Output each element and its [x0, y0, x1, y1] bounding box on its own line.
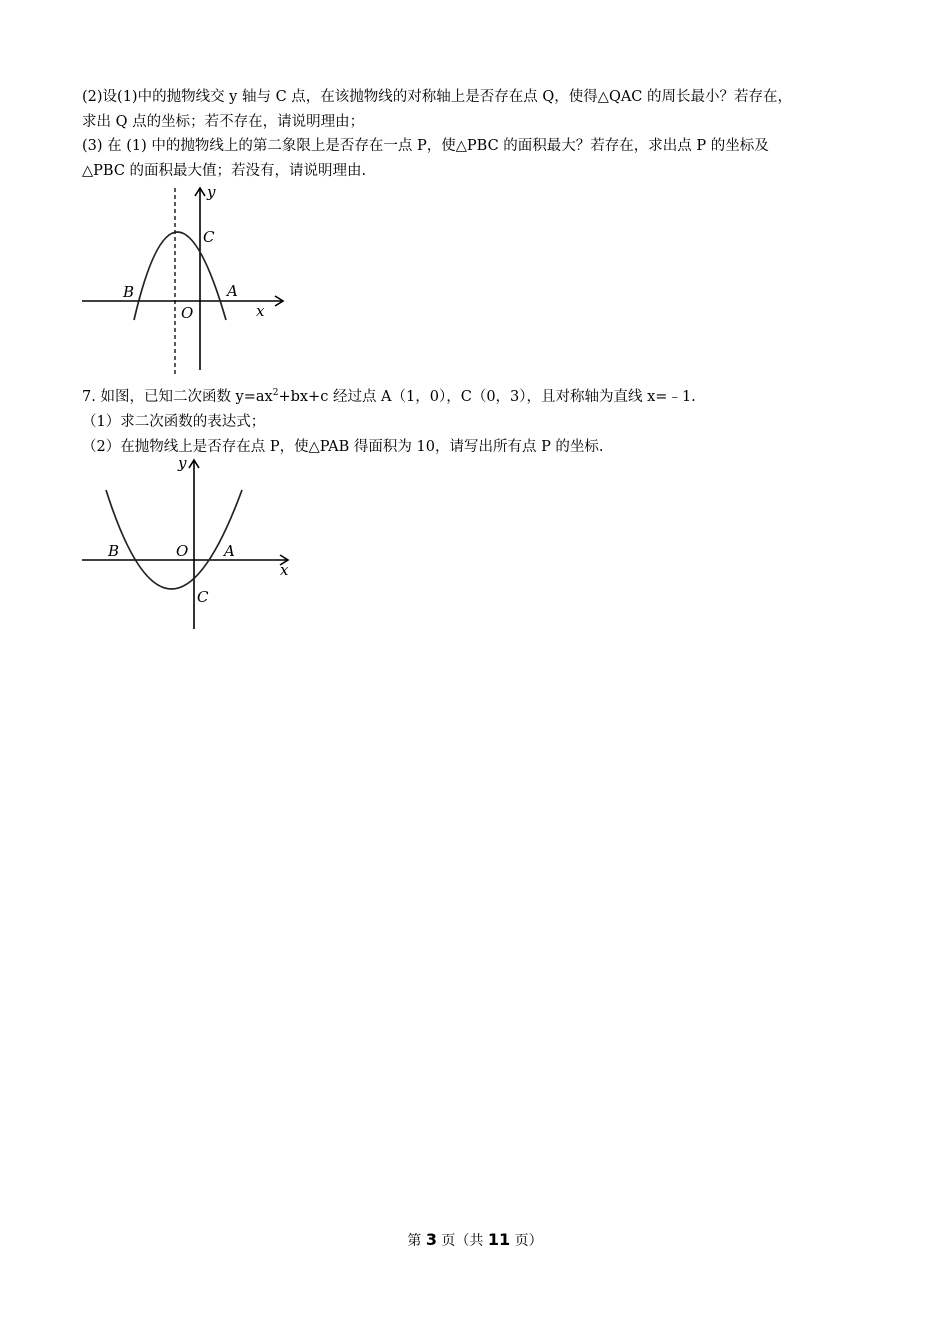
point-c-label: C	[197, 588, 209, 606]
current-page-number: 3	[425, 1230, 437, 1249]
y-label: y	[178, 454, 187, 472]
q6-part2-line2: 求出 Q 点的坐标；若不存在，请说明理由；	[82, 114, 365, 130]
x-label: x	[256, 302, 265, 320]
point-b-label: B	[123, 283, 135, 301]
parabola-curve	[106, 490, 242, 589]
q7-stem: 7. 如图，已知二次函数 $y=ax^2+bx+c$ 经过点 A（1，0），C（0，3），且对称轴为直线 x=﹣1.	[82, 388, 696, 405]
point-a-label: A	[227, 282, 238, 300]
q6-figure	[78, 180, 293, 375]
page-footer: 第 3 页（共 11 页）	[407, 1230, 543, 1249]
point-a-label: A	[224, 542, 235, 560]
total-pages-number: 11	[487, 1230, 511, 1249]
x-label: x	[280, 561, 289, 579]
y-label: y	[207, 183, 216, 201]
q6-part3-line2: △PBC 的面积最大值；若没有，请说明理由.	[82, 163, 367, 179]
point-c-label: C	[203, 228, 215, 246]
q7-part1: （1）求二次函数的表达式；	[82, 414, 266, 430]
q6-part2-line1: (2)设(1)中的抛物线交 y 轴与 C 点，在该抛物线的对称轴上是否存在点 Q，使得△QAC 的周长最小？若存在，	[82, 89, 793, 105]
origin-label: O	[181, 304, 194, 322]
point-b-label: B	[108, 542, 120, 560]
q6-part3-line1: (3) 在 (1) 中的抛物线上的第二象限上是否存在一点 P，使△PBC 的面积最大？若存在，求出点 P 的坐标及	[82, 138, 769, 154]
q7-figure	[78, 452, 300, 632]
q7-part2: （2）在抛物线上是否存在点 P，使△PAB 得面积为 10，请写出所有点 P 的坐标.	[82, 439, 604, 455]
origin-label: O	[176, 542, 189, 560]
